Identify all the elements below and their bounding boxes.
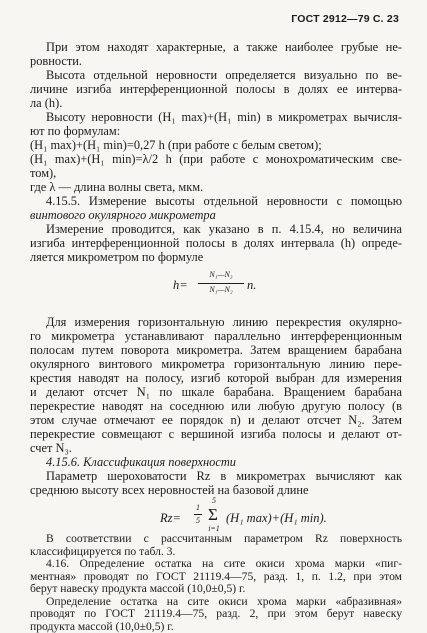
text-line: берут навеску продукта массой (10,0±0,5) г. — [30, 582, 246, 595]
text-line: Высоту неровности (H₁ max)+(H₁ min) в микрометрах вычисля- — [46, 110, 402, 124]
text-line: Высота отдельной неровности определяется визуально по ве- — [46, 68, 402, 82]
text-line: полосам путем поворота микрометра. Затем вращением барабана — [30, 343, 402, 357]
document-page: ГОСТ 2912—79 С. 23 При этом находят характерные, а также наиболее грубые не- ровности. Высота отдельной неровности определяется визуально по ве- личине изгиба интерференционной полосы в долях ее интерва- ла (h). Высоту неровности (H₁ max)+(H₁ min) в микрометрах вычисля- ют по формулам: (H₁ max)+(H₁ min)=0,27 h (при работе с белым светом); (H₁ max)+(H₁ min)=λ/2 h (при работе с монохроматическим све- том), где λ — длина волны света, мкм. 4.15.5. Измерение высоты отдельной неровности с помощью винтового окулярного микрометра Измерение проводится, как указано в п. 4.15.4, но величина изгиба интерференционной полосы в долях интервала (h) опреде- ляется микрометром по формуле h= N₁—N₃ N₁—N₂ n. Для измерения горизонтальную линию перекрестия окулярно- го микрометра устанавливают параллельно интерференционным полосам путем поворота микрометра. Затем вращением барабана окулярного винтового микрометра горизонтальную линию пере- крестия наводят на полосу, изгиб которой выбран для измерения и делают отсчет N₁ по шкале барабана. Вращением барабана перекрестие наводят на соседнюю или любую другую полосу (в этом случае отмечают ее порядок n) и делают отсчет N₂. Затем перекрестие совмещают с вершиной изгиба полосы и делают от- счет N₃. 4.15.6. Классификация поверхности Параметр шероховатости Rz в микрометрах вычисляют как среднюю высоту всех неровностей на базовой длине Rz= 1 5 5 Σ i=1 (H₁ max)+(H₁ min). В соответствии с рассчитанным параметром Rz поверхность классифицируется по табл. 3. 4.16. Определение остатка на сите окиси хрома марки «пиг- ментная» проводят по ГОСТ 21119.4—75, разд. 1, п. 1.2, при этом берут навеску продукта массой (10,0±0,5) г. Определение остатка на сите окиси хрома марки «абразивная» проводят по ГОСТ 21119.4—75, разд. 2, при этом берут навеску продукта массой (10,0±0,5) г. — [30, 13, 402, 633]
text-line: го микрометра устанавливают параллельно интерференционным — [30, 329, 402, 343]
text-line: 4.16. Определение остатка на сите окиси хрома марки «пиг- — [46, 557, 402, 570]
text-line: ровности. — [30, 54, 83, 68]
text-line: Параметр шероховатости Rz в микрометрах вычисляют как — [46, 469, 402, 483]
text-line: ют по формулам: — [30, 124, 121, 138]
text-line: перекрестие наводят на соседнюю или любую другую полосу (в — [30, 399, 402, 413]
text-line: окулярного винтового микрометра горизонтальную линию пере- — [30, 357, 402, 371]
text-line: ла (h). — [30, 96, 63, 110]
text-line: перекрестие совмещают с вершиной изгиба полосы и делают от- — [30, 427, 402, 441]
text-line: В соответствии с рассчитанным параметром Rz поверхность — [46, 532, 402, 545]
text-line: ментная» проводят по ГОСТ 21119.4—75, разд. 1, п. 1.2, при этом — [30, 569, 402, 583]
text-line: При этом находят характерные, а также наиболее грубые не- — [46, 40, 402, 54]
text-line: (H₁ max)+(H₁ min)=λ/2 h (при работе с монохроматическим све- — [30, 152, 402, 166]
text-line: и делают отсчет N₁ по шкале барабана. Вращением барабана — [30, 385, 402, 399]
text-line: Для измерения горизонтальную линию перекрестия окулярно- — [46, 315, 402, 329]
text-line: где λ — длина волны света, мкм. — [30, 180, 204, 194]
text-line: (H₁ max)+(H₁ min)=0,27 h (при работе с белым светом); — [30, 138, 322, 152]
text-line: среднюю высоту всех неровностей на базовой длине — [30, 483, 309, 497]
text-line: продукта массой (10,0±0,5) г. — [30, 619, 174, 633]
text-line: классифицируется по табл. 3. — [30, 544, 176, 558]
page-header: ГОСТ 2912—79 С. 23 — [291, 13, 399, 25]
text-line: проводят по ГОСТ 21119.4—75, разд. 2, при этом берут навеску — [30, 607, 402, 620]
text-line: крестия наводят на полосу, изгиб которой выбран для измерения — [30, 371, 402, 385]
text-line: Определение остатка на сите окиси хрома марки «абразивная» — [46, 594, 402, 608]
section-heading: винтового окулярного микрометра — [30, 208, 216, 222]
section-heading: 4.15.5. Измерение высоты отдельной неровности с помощью — [46, 194, 402, 208]
text-line: этом случае отмечают ее порядок n) и делают отсчет N₂. Затем — [30, 413, 402, 427]
text-line: изгиба интерференционной полосы в долях интервала (h) опреде- — [30, 236, 402, 250]
text-line: том), — [30, 166, 57, 180]
text-line: Измерение проводится, как указано в п. 4.15.4, но величина — [46, 222, 402, 236]
text-line: ляется микрометром по формуле — [30, 250, 204, 264]
text-line: счет N₃. — [30, 441, 72, 455]
section-heading: 4.15.6. Классификация поверхности — [46, 455, 236, 469]
text-line: личине изгиба интерференционной полосы в долях ее интерва- — [30, 82, 402, 96]
